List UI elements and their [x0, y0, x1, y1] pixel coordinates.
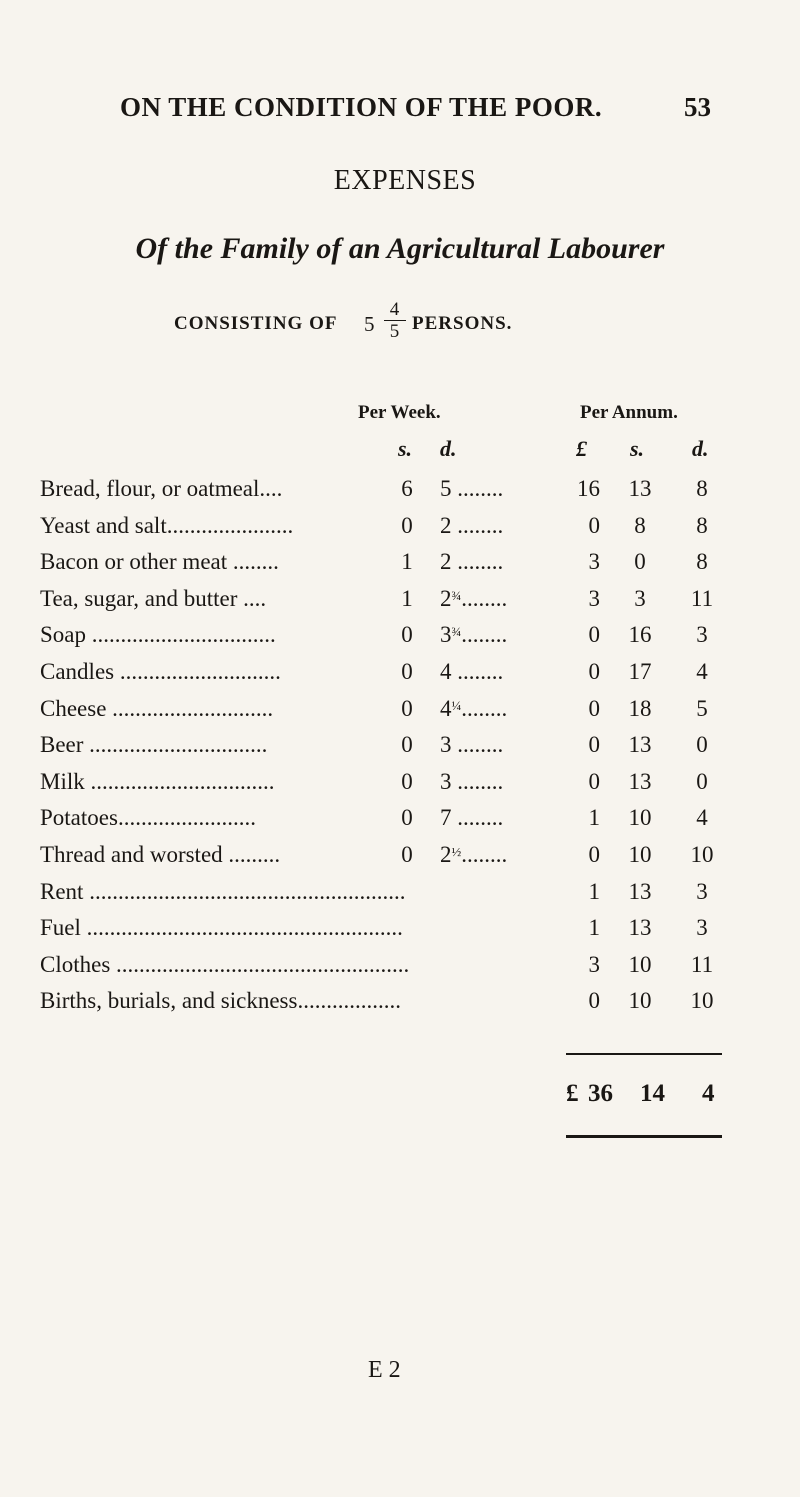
- annum-shillings: 10: [628, 805, 652, 831]
- week-pence-value: 3: [440, 732, 452, 758]
- annum-shillings: 13: [628, 768, 652, 794]
- household-size: [174, 300, 774, 372]
- row-label: [40, 879, 405, 905]
- week-shillings-unit: s.: [398, 436, 413, 461]
- week-pence-fraction: ¼: [451, 697, 462, 713]
- leader-dots: ....: [237, 585, 267, 611]
- week-shillings: 0: [401, 659, 413, 684]
- item-name: Births, burials, and sickness: [40, 988, 298, 1014]
- week-shillings: 0: [401, 732, 413, 758]
- annum-pounds: 0: [588, 768, 600, 794]
- week-pence-value: 4: [440, 659, 452, 684]
- week-pence-value: 2: [440, 512, 452, 538]
- annum-pence: 8: [696, 476, 708, 501]
- row-label: [40, 586, 266, 612]
- total-row: [0, 1080, 800, 1116]
- week-leader-dots: ........: [451, 549, 504, 575]
- leader-dots: ....: [259, 476, 283, 501]
- per-week-header: Per Week.: [358, 402, 441, 423]
- row-label: [40, 549, 279, 575]
- table-row: [0, 952, 800, 988]
- annum-pounds: 0: [588, 695, 600, 721]
- table-row: [0, 476, 800, 512]
- signature-mark: E 2: [368, 1357, 401, 1383]
- week-pence-value: 2: [440, 549, 452, 575]
- table-row: [0, 805, 800, 841]
- annum-pence: 3: [696, 915, 708, 941]
- week-leader-dots: ........: [461, 585, 508, 611]
- table-row: [0, 696, 800, 732]
- table-row: [0, 732, 800, 768]
- week-pence: [440, 622, 508, 648]
- table-row: [0, 915, 800, 951]
- annum-shillings-unit: s.: [630, 436, 645, 461]
- item-name: Bread, flour, or oatmeal: [40, 476, 260, 501]
- week-leader-dots: ........: [461, 622, 508, 648]
- table-row: [0, 549, 800, 585]
- row-label: [40, 622, 276, 648]
- annum-pounds-unit: £: [576, 436, 587, 461]
- row-label: [40, 842, 280, 868]
- row-label: [40, 659, 281, 685]
- row-label: [40, 513, 293, 539]
- item-name: Cheese: [40, 695, 107, 721]
- week-pence: [440, 476, 504, 502]
- item-name: Candles: [40, 659, 115, 684]
- leader-dots: ............................: [106, 695, 274, 721]
- table-row: [0, 988, 800, 1024]
- running-head: [0, 92, 800, 132]
- week-shillings: 1: [401, 585, 413, 611]
- week-shillings: 0: [401, 622, 413, 648]
- annum-pence: 0: [696, 768, 708, 794]
- week-pence-value: 3: [440, 622, 452, 648]
- annum-shillings: 0: [634, 549, 646, 575]
- annum-pence: 5: [696, 695, 708, 721]
- item-name: Bacon or other meat: [40, 549, 228, 575]
- table-row: [0, 842, 800, 878]
- week-pence-value: 5: [440, 476, 452, 501]
- fraction-denominator: 5: [389, 321, 401, 342]
- week-pence-fraction: ¾: [451, 624, 462, 640]
- leader-dots: ........: [227, 549, 279, 575]
- annum-pence: 11: [690, 585, 714, 611]
- annum-pounds: 1: [588, 878, 600, 904]
- week-pence-value: 2: [440, 585, 452, 611]
- week-leader-dots: ........: [451, 805, 504, 831]
- week-pence-value: 3: [440, 768, 452, 794]
- table-row: [0, 586, 800, 622]
- week-pence: [440, 512, 504, 539]
- week-pence: [440, 549, 504, 575]
- fraction-numerator: 4: [389, 299, 401, 320]
- table-subheading: Of the Family of an Agricultural Labourer: [135, 232, 665, 265]
- leader-dots: .......................................................: [83, 878, 406, 904]
- annum-shillings: 8: [634, 512, 646, 538]
- table-row: [0, 622, 800, 658]
- annum-pounds: 0: [588, 512, 600, 538]
- leader-dots: .......................................................: [80, 915, 403, 941]
- annum-pence: 4: [696, 805, 708, 831]
- table-row: [0, 769, 800, 805]
- leader-dots: ........................: [117, 805, 256, 831]
- week-leader-dots: ........: [451, 476, 504, 501]
- annum-shillings: 17: [628, 659, 652, 684]
- week-leader-dots: ........: [461, 842, 508, 867]
- item-name: Fuel: [40, 915, 81, 941]
- table-heading: EXPENSES: [333, 165, 477, 196]
- row-label: [40, 696, 273, 722]
- annum-pounds: 1: [588, 805, 600, 831]
- row-label: [40, 988, 401, 1014]
- leader-dots: ..................: [297, 988, 401, 1014]
- annum-shillings: 3: [634, 585, 646, 611]
- annum-pence: 10: [690, 842, 714, 867]
- annum-shillings: 18: [628, 695, 652, 721]
- annum-pence: 10: [690, 988, 714, 1014]
- total-pence: 4: [702, 1080, 715, 1107]
- week-pence: [440, 659, 504, 685]
- annum-pence: 4: [696, 659, 708, 684]
- annum-shillings: 10: [628, 988, 652, 1014]
- week-shillings: 0: [401, 768, 413, 794]
- week-shillings: 0: [401, 512, 413, 538]
- week-pence: [440, 732, 504, 758]
- sum-rule: [566, 1053, 722, 1055]
- annum-shillings: 10: [628, 951, 652, 977]
- annum-pounds: 3: [588, 549, 600, 575]
- annum-pounds: 0: [588, 842, 600, 867]
- row-label: [40, 952, 409, 978]
- leader-dots: .........: [222, 842, 281, 867]
- annum-pence: 8: [696, 549, 708, 575]
- annum-pounds: 16: [577, 476, 600, 501]
- week-leader-dots: ........: [451, 768, 504, 794]
- row-label: [40, 476, 282, 502]
- week-pence: [440, 842, 508, 868]
- item-name: Tea, sugar, and butter: [40, 585, 238, 611]
- week-pence-fraction: ¾: [451, 587, 462, 603]
- annum-shillings: 13: [628, 915, 652, 941]
- annum-pounds: 3: [588, 951, 600, 977]
- week-pence-fraction: ½: [451, 844, 462, 859]
- annum-shillings: 13: [628, 878, 652, 904]
- annum-pence: 3: [696, 622, 708, 648]
- table-row: [0, 879, 800, 915]
- persons-whole: 5: [364, 312, 376, 336]
- item-name: Rent: [40, 878, 84, 904]
- annum-shillings: 16: [628, 622, 652, 648]
- item-name: Soap: [40, 622, 86, 648]
- table-row: [0, 659, 800, 695]
- week-pence-unit: d.: [440, 436, 457, 461]
- leader-dots: ......................: [166, 512, 294, 538]
- annum-pence-unit: d.: [692, 436, 709, 461]
- annum-pence: 8: [696, 512, 708, 538]
- week-shillings: 0: [401, 842, 413, 867]
- week-pence-value: 2: [440, 842, 452, 867]
- week-pence-value: 4: [440, 695, 452, 721]
- week-pence-value: 7: [440, 805, 452, 831]
- week-pence: [440, 768, 504, 795]
- leader-dots: ...................................................: [110, 951, 410, 977]
- annum-pounds: 1: [588, 915, 600, 941]
- week-leader-dots: ........: [461, 695, 508, 721]
- consisting-prefix: CONSISTING OF: [174, 313, 338, 334]
- item-name: Milk: [40, 768, 85, 794]
- annum-pounds: 0: [588, 732, 600, 758]
- consisting-suffix: PERSONS.: [412, 313, 513, 334]
- week-shillings: 0: [401, 805, 413, 831]
- annum-pounds: 0: [588, 622, 600, 648]
- week-pence: [440, 805, 504, 831]
- week-pence: [440, 585, 508, 612]
- total-currency: £: [566, 1080, 579, 1107]
- item-name: Thread and worsted: [40, 842, 223, 867]
- total-underline: [566, 1135, 722, 1138]
- page-number: 53: [684, 92, 711, 122]
- annum-pounds: 0: [588, 659, 600, 684]
- leader-dots: ................................: [84, 768, 275, 794]
- annum-pence: 3: [696, 878, 708, 904]
- item-name: Potatoes: [40, 805, 118, 831]
- week-leader-dots: ........: [451, 732, 504, 758]
- row-label: [40, 805, 256, 831]
- row-label: [40, 732, 267, 758]
- row-label: [40, 915, 403, 941]
- row-label: [40, 769, 274, 795]
- week-pence: [440, 695, 508, 722]
- total-shillings: 14: [640, 1080, 665, 1107]
- leader-dots: ................................: [86, 622, 276, 648]
- annum-pounds: 3: [588, 585, 600, 611]
- table-row: [0, 513, 800, 549]
- running-title: ON THE CONDITION OF THE POOR.: [120, 92, 603, 122]
- annum-pence: 11: [690, 951, 714, 977]
- persons-fraction: [382, 300, 408, 341]
- per-annum-header: Per Annum.: [580, 402, 678, 423]
- week-leader-dots: ........: [451, 659, 504, 684]
- week-shillings: 6: [401, 476, 413, 501]
- annum-shillings: 13: [628, 732, 652, 758]
- item-name: Yeast and salt: [40, 512, 167, 538]
- annum-shillings: 13: [628, 476, 652, 501]
- leader-dots: ...............................: [83, 732, 268, 758]
- item-name: Clothes: [40, 951, 111, 977]
- annum-shillings: 10: [628, 842, 652, 867]
- annum-pounds: 0: [588, 988, 600, 1014]
- week-shillings: 0: [401, 695, 413, 721]
- week-leader-dots: ........: [451, 512, 504, 538]
- item-name: Beer: [40, 732, 84, 758]
- annum-pence: 0: [696, 732, 708, 758]
- total-pounds: 36: [588, 1080, 613, 1107]
- week-shillings: 1: [401, 549, 413, 575]
- leader-dots: ............................: [114, 659, 281, 684]
